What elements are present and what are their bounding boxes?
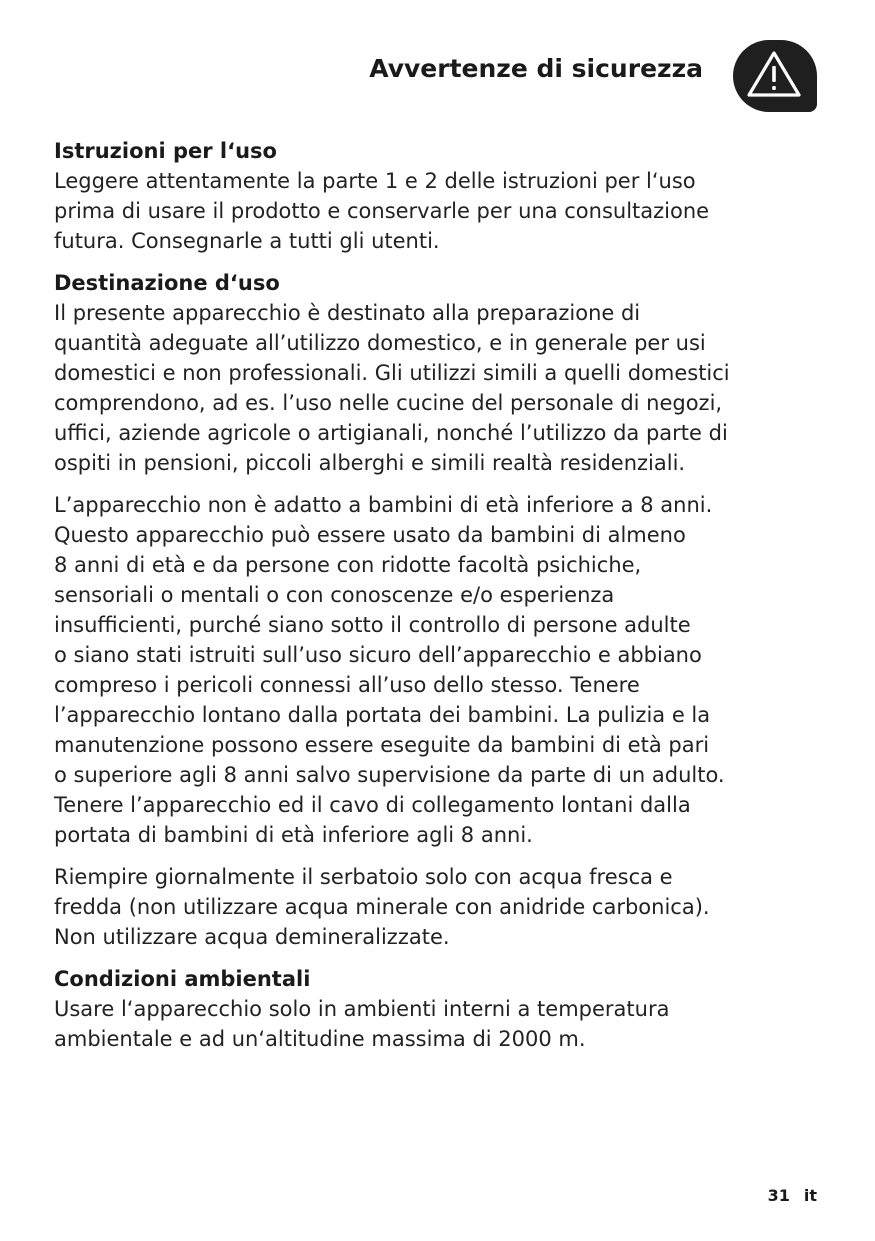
text-line: sensoriali o mentali o con conoscenze e/o esperienza bbox=[54, 583, 615, 607]
text-line: Non utilizzare acqua demineralizzate. bbox=[54, 925, 450, 949]
language-code: it bbox=[803, 1186, 817, 1205]
page-header bbox=[0, 40, 875, 115]
text-line: o siano stati istruiti sull’uso sicuro dell’apparecchio e abbiano bbox=[54, 643, 702, 667]
section-heading: Istruzioni per l‘uso bbox=[54, 139, 277, 163]
section-istruzioni-uso bbox=[54, 136, 824, 256]
page-content bbox=[54, 136, 824, 1066]
text-line: Tenere l’apparecchio ed il cavo di collegamento lontani dalla bbox=[54, 793, 691, 817]
text-line: uffici, aziende agricole o artigianali, nonché l’utilizzo da parte di bbox=[54, 421, 728, 445]
warning-triangle-icon bbox=[746, 49, 802, 99]
text-line: manutenzione possono essere eseguite da bambini di età pari bbox=[54, 733, 710, 757]
paragraph-children-safety bbox=[54, 490, 824, 850]
section-condizioni-ambientali bbox=[54, 964, 824, 1054]
section-destinazione-uso bbox=[54, 268, 824, 478]
section-heading: Destinazione d‘uso bbox=[54, 271, 280, 295]
text-line: Riempire giornalmente il serbatoio solo con acqua fresca e bbox=[54, 865, 673, 889]
page-title: Avvertenze di sicurezza bbox=[369, 54, 703, 83]
text-line: 8 anni di età e da persone con ridotte facoltà psichiche, bbox=[54, 553, 642, 577]
text-line: Questo apparecchio può essere usato da bambini di almeno bbox=[54, 523, 686, 547]
text-line: fredda (non utilizzare acqua minerale con anidride carbonica). bbox=[54, 895, 710, 919]
text-line: ospiti in pensioni, piccoli alberghi e simili realtà residenziali. bbox=[54, 451, 686, 475]
text-line: insufficienti, purché siano sotto il controllo di persone adulte bbox=[54, 613, 691, 637]
section-heading: Condizioni ambientali bbox=[54, 967, 311, 991]
text-line: comprendono, ad es. l’uso nelle cucine del personale di negozi, bbox=[54, 391, 723, 415]
text-line: Usare l‘apparecchio solo in ambienti interni a temperatura bbox=[54, 997, 670, 1021]
text-line: quantità adeguate all’utilizzo domestico, e in generale per usi bbox=[54, 331, 706, 355]
text-line: domestici e non professionali. Gli utilizzi simili a quelli domestici bbox=[54, 361, 730, 385]
text-line: o superiore agli 8 anni salvo supervisione da parte di un adulto. bbox=[54, 763, 725, 787]
text-line: L’apparecchio non è adatto a bambini di età inferiore a 8 anni. bbox=[54, 493, 713, 517]
text-line: portata di bambini di età inferiore agli 8 anni. bbox=[54, 823, 533, 847]
page-footer bbox=[768, 1186, 817, 1205]
text-line: ambientale e ad un‘altitudine massima di 2000 m. bbox=[54, 1027, 586, 1051]
text-line: prima di usare il prodotto e conservarle per una consultazione bbox=[54, 199, 710, 223]
warning-badge bbox=[733, 40, 817, 112]
text-line: Il presente apparecchio è destinato alla preparazione di bbox=[54, 301, 641, 325]
text-line: Leggere attentamente la parte 1 e 2 delle istruzioni per l‘uso bbox=[54, 169, 696, 193]
text-line: futura. Consegnarle a tutti gli utenti. bbox=[54, 229, 440, 253]
text-line: compreso i pericoli connessi all’uso dello stesso. Tenere bbox=[54, 673, 640, 697]
text-line: l’apparecchio lontano dalla portata dei bambini. La pulizia e la bbox=[54, 703, 711, 727]
paragraph-water-tank bbox=[54, 862, 824, 952]
page-number: 31 bbox=[767, 1186, 790, 1205]
